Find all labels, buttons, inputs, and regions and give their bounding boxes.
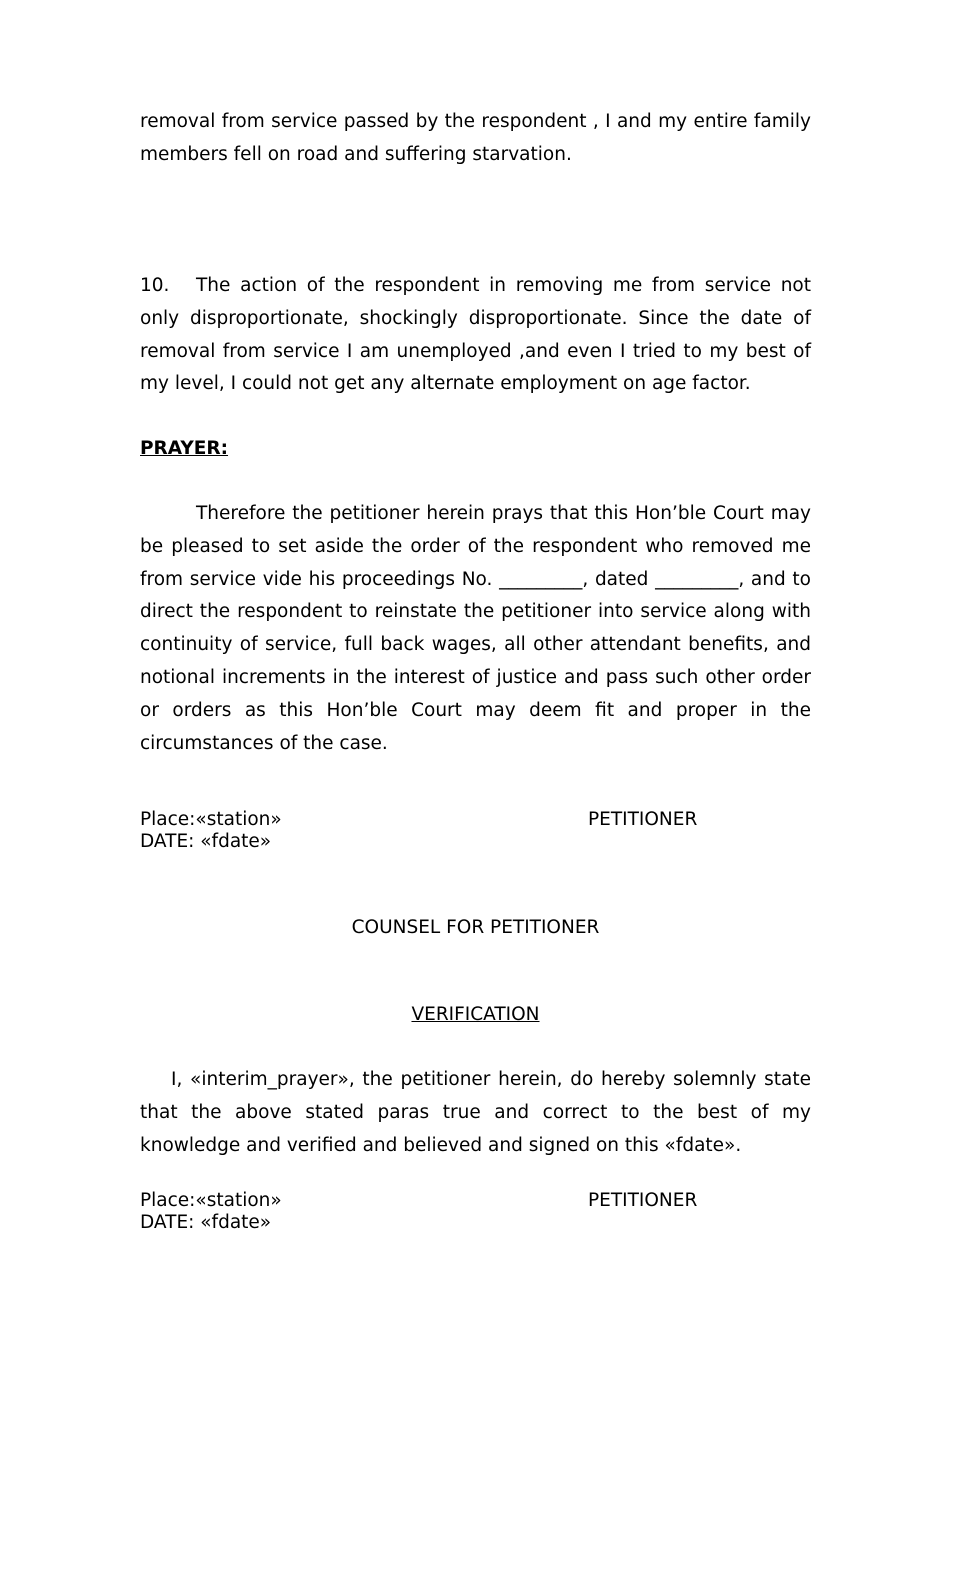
- document-page: [140, 0, 811, 1580]
- petitioner-signature-1: PETITIONER: [588, 809, 698, 830]
- place-line-1: Place:«station»: [140, 809, 282, 830]
- verification-text: I, «interim_prayer», the petitioner herein, do hereby solemnly state that the above stated paras true and correct to the best of my knowledge and verified and believed and signed on this «fdate».: [140, 1069, 811, 1156]
- petitioner-signature-2: PETITIONER: [588, 1190, 698, 1211]
- prayer-heading: PRAYER:: [140, 438, 229, 459]
- verification-heading-text: VERIFICATION: [411, 1004, 540, 1025]
- paragraph-10: [140, 270, 811, 401]
- paragraph-number: 10.: [140, 275, 170, 296]
- paragraph-continuation: removal from service passed by the respondent , I and my entire family members fell on road and suffering starvation.: [140, 111, 811, 165]
- verification-paragraph: [140, 1064, 811, 1162]
- date-line-1: DATE: «fdate»: [140, 831, 272, 852]
- paragraph-10-text: The action of the respondent in removing me from service not only disproportionate, shockingly disproportionate. Since the date of removal from service I am unemployed ,and even I tried to my best of my level, I could not get any alternate employment on age factor.: [140, 275, 811, 395]
- date-line-2: DATE: «fdate»: [140, 1212, 272, 1233]
- counsel-for-petitioner: COUNSEL FOR PETITIONER: [351, 917, 600, 938]
- verification-heading: [140, 1003, 811, 1027]
- place-line-2: Place:«station»: [140, 1190, 282, 1211]
- prayer-text: Therefore the petitioner herein prays that this Hon’ble Court may be pleased to set aside the order of the respondent who removed me from service vide his proceedings No. _________, dated _________, and to direct the respondent to reinstate the petitioner into service along with continuity of service, full back wages, all other attendant benefits, and notional increments in the interest of justice and pass such other order or orders as this Hon’ble Court may deem fit and proper in the circumstances of the case.: [140, 503, 811, 754]
- prayer-paragraph: [140, 498, 811, 760]
